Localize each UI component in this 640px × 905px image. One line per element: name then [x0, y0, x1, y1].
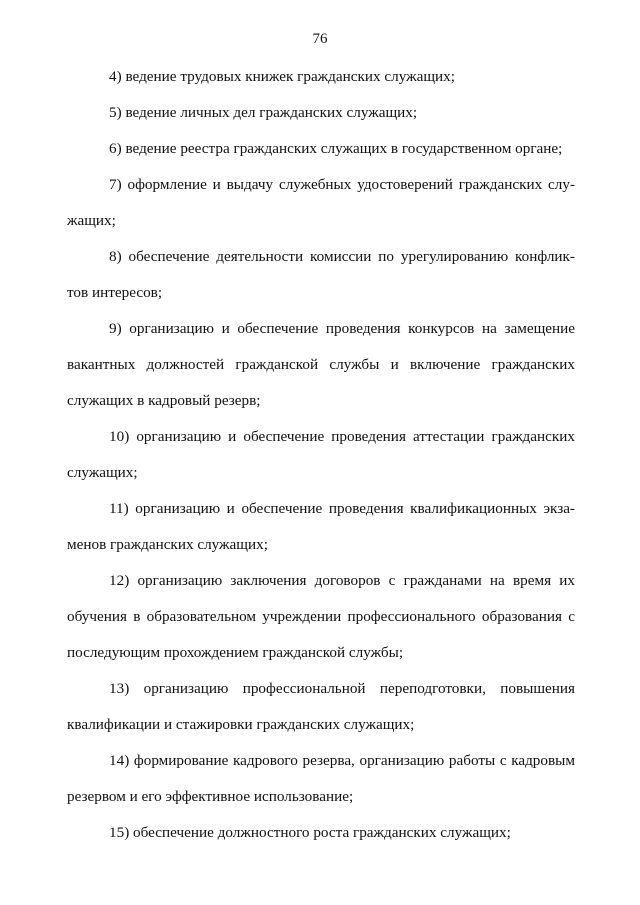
- item-line: жащих;: [67, 212, 116, 229]
- item-line: вакантных должностей гражданской службы и включение гражданских: [67, 356, 575, 373]
- item-line: 6) ведение реестра гражданских служащих в государственном органе;: [109, 140, 563, 157]
- item-line: 14) формирование кадрового резерва, организацию работы с кадровым: [109, 752, 575, 769]
- item-line: 7) оформление и выдачу служебных удостоверений гражданских слу-: [109, 176, 575, 193]
- document-body: [67, 59, 575, 851]
- list-item: [67, 815, 575, 851]
- list-item: [67, 131, 575, 167]
- item-line: 11) организацию и обеспечение проведения квалификационных экза-: [109, 500, 575, 517]
- list-item: [67, 491, 575, 563]
- item-line: последующим прохождением гражданской службы;: [67, 644, 404, 661]
- item-line: 4) ведение трудовых книжек гражданских служащих;: [109, 68, 455, 85]
- item-line: 15) обеспечение должностного роста гражданских служащих;: [109, 824, 511, 841]
- page-number: 76: [312, 31, 328, 47]
- item-line: 10) организацию и обеспечение проведения аттестации гражданских: [109, 428, 575, 445]
- list-item: [67, 563, 575, 671]
- list-item: [67, 59, 575, 95]
- list-item: [67, 671, 575, 743]
- list-item: [67, 311, 575, 419]
- item-line: резервом и его эффективное использование;: [67, 788, 354, 805]
- list-item: [67, 743, 575, 815]
- item-line: менов гражданских служащих;: [67, 536, 268, 553]
- list-item: [67, 239, 575, 311]
- item-line: 12) организацию заключения договоров с гражданами на время их: [109, 572, 575, 589]
- item-line: квалификации и стажировки гражданских служащих;: [67, 716, 415, 733]
- list-item: [67, 419, 575, 491]
- item-line: обучения в образовательном учреждении профессионального образования с: [67, 608, 575, 625]
- item-line: 8) обеспечение деятельности комиссии по урегулированию конфлик-: [109, 248, 575, 265]
- item-line: 13) организацию профессиональной переподготовки, повышения: [109, 680, 575, 697]
- item-line: служащих в кадровый резерв;: [67, 392, 261, 409]
- item-line: тов интересов;: [67, 284, 163, 301]
- list-item: [67, 167, 575, 239]
- list-item: [67, 95, 575, 131]
- item-line: 9) организацию и обеспечение проведения конкурсов на замещение: [109, 320, 575, 337]
- item-line: служащих;: [67, 464, 138, 481]
- item-line: 5) ведение личных дел гражданских служащих;: [109, 104, 418, 121]
